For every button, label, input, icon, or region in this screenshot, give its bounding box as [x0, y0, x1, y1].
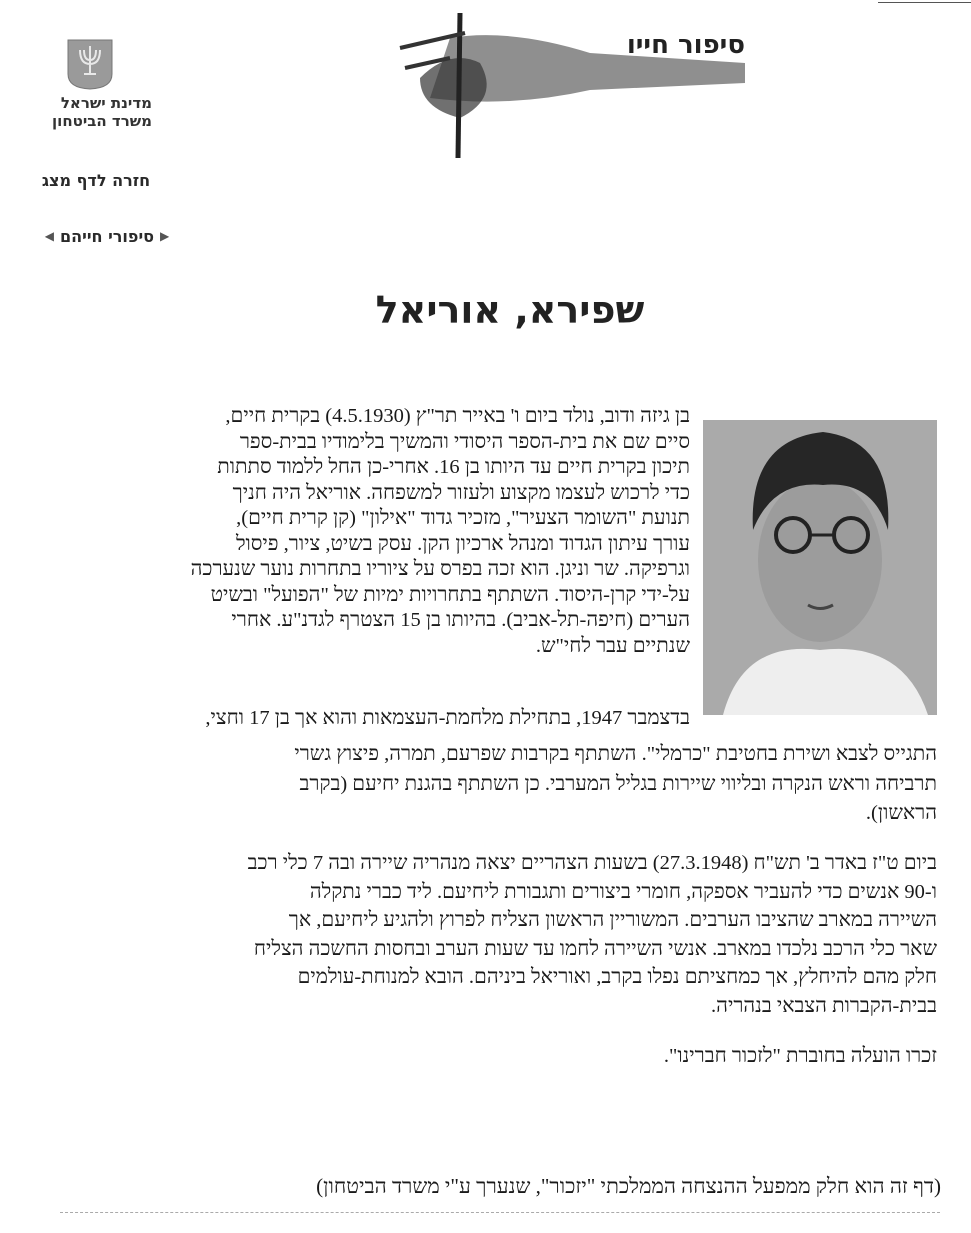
text-line: ביום ט"ז באדר ב' תש"ח (27.3.1948) בשעות הצהריים יצאה מנהריה שיירה ובה 7 כלי רכב: [247, 852, 937, 874]
text-line: ו-90 אנשים כדי להעביר אספקה, חומרי ביצורים ותגבורת ליחיעם. ליד כברי נתקלה: [309, 880, 937, 903]
life-stories-label: סיפורי חייהם: [59, 227, 155, 246]
bio-paragraph-2-first-line: בדצמבר 1947, בתחילת מלחמת-העצמאות והוא אך בן 17 וחצי,: [205, 707, 690, 729]
text-line: שאר כלי הרכב נלכדו במארב. אנשי השיירה לחמו עד שעות הערב ובחסות החשכה הצליח: [253, 937, 937, 960]
text-line: הערים (חיפה-תל-אביב). בהיותו בן 15 הצטרף לגדנ"ע. אחרי: [231, 609, 690, 631]
banner-title: סיפור חייו: [626, 30, 745, 60]
page-title: שפירא, אוריאל: [375, 288, 645, 332]
triangle-right-icon: ▶: [160, 229, 170, 243]
top-edge-line: [878, 2, 971, 3]
text-line: תנועת "השומר הצעיר", מזכיר גדוד "אילון" (קן קרית חיים),: [236, 507, 690, 529]
bio-paragraph-1: [191, 404, 690, 659]
text-line: תרביחה וראש הנקרה ובליווי שיירות בגליל המערבי. כן השתתף בהגנת יחיעם (בקרב: [299, 772, 937, 795]
org-ministry: משרד הביטחון: [52, 112, 152, 130]
text-line: סיים שם את בית-הספר היסודי והמשיך בלימודיו בבית-ספר: [239, 430, 690, 453]
state-emblem-icon: [66, 38, 114, 90]
organization-name: [20, 94, 152, 130]
bio-paragraph-2: [294, 740, 937, 829]
text-line: על-ידי קרן-היסוד. השתתף בתחרויות ימיות של "הפועל" ובשיט: [210, 583, 690, 606]
text-line: עורך עיתון הגדוד ומנהל ארכיון הקן. עסק בשיט, ציור, פיסול: [235, 532, 690, 555]
text-line: כדי לרכוש לעצמו מקצוע ולעזור למשפחה. אוריאל היה חניך: [232, 481, 690, 504]
footer-divider: [60, 1212, 940, 1213]
life-stories-link[interactable]: [22, 227, 192, 246]
memorial-booklet-note: זכרו הועלה בחוברת "לזכור חברינו".: [663, 1045, 937, 1067]
text-line: חלק מהם להיחלץ, אך כמחציתם נפלו בקרב, ואוריאל ביניהם. הובא למנוחת-עולמים: [297, 966, 937, 988]
text-line: שנתיים עבר לחי"ש.: [535, 634, 690, 657]
text-line: וגרפיקה. שר וניגן. הוא זכה בפרס על ציוריו בתחרות נוער שנערכה: [190, 558, 690, 580]
text-line: השיירה במארב שהציבו הערבים. המשוריין הראשון הצליח לפרוץ ולהגיע ליחיעם, אך: [288, 909, 937, 931]
footer-note: (דף זה הוא חלק ממפעל ההנצחה הממלכתי "יזכור", שנערך ע"י משרד הביטחון): [316, 1174, 941, 1198]
portrait-photo: [703, 420, 937, 715]
org-state: מדינת ישראל: [60, 94, 152, 112]
triangle-left-icon: ◀: [44, 229, 54, 243]
bio-paragraph-3: [248, 849, 937, 1020]
text-line: התגייס לצבא ושירת בחטיבת "כרמלי". השתתף בקרבות שפרעם, תמרה, פיצוץ גשרי: [294, 743, 937, 765]
text-line: בבית-הקברות הצבאי בנהריה.: [711, 994, 937, 1017]
text-line: תיכון בקרית חיים עד היותו בן 16. אחרי-כן החל ללמוד סתתות: [217, 456, 690, 478]
back-to-display-link[interactable]: חזרה לדף מצג: [41, 171, 151, 190]
text-line: הראשון).: [865, 802, 937, 824]
text-line: בן גיזה ודוב, נולד ביום ו' באייר תר"ץ (4.5.1930) בקרית חיים,: [225, 405, 690, 427]
